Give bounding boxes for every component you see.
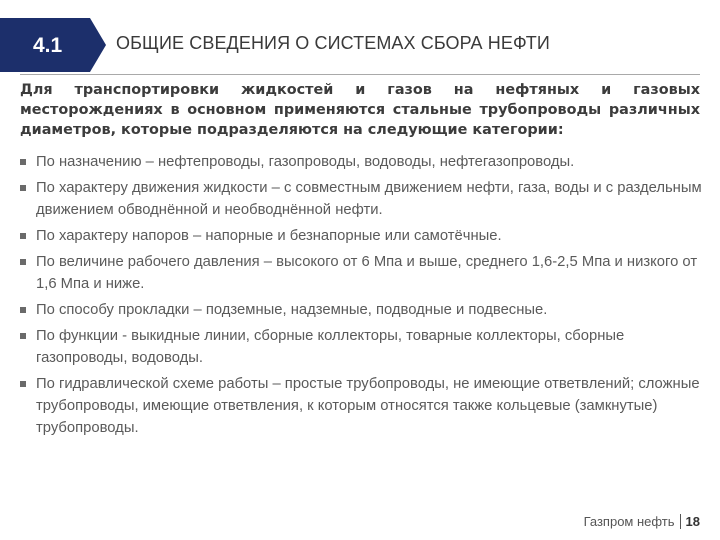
list-item-text: По назначению – нефтепроводы, газопроводы, водоводы, нефтегазопроводы. (36, 154, 575, 170)
category-list (20, 151, 710, 443)
intro-paragraph: Для транспортировки жидкостей и газов на нефтяных и газовых месторождениях в основном применяются стальные трубопроводы различных диаметров, которые подразделяются на следующие категории: (20, 82, 700, 138)
page-title: ОБЩИЕ СВЕДЕНИЯ О СИСТЕМАХ СБОРА НЕФТИ (116, 33, 550, 53)
bullet-square-icon (20, 259, 26, 265)
page-number: 18 (685, 513, 700, 529)
section-tab (0, 18, 108, 72)
list-item (20, 373, 710, 439)
footer-brand: Газпром нефть (583, 513, 675, 529)
list-item-text: По величине рабочего давления – высокого от 6 Мпа и выше, среднего 1,6-2,5 Мпа и низкого от 1,6 Мпа и ниже. (36, 254, 698, 292)
list-item-text: По характеру движения жидкости – с совместным движением нефти, газа, воды и с раздельным движением обводнённой и необводнённой нефти. (36, 180, 702, 218)
list-item (20, 151, 710, 173)
slide-footer (584, 510, 700, 532)
list-item (20, 251, 710, 295)
bullet-square-icon (20, 307, 26, 313)
list-item (20, 299, 710, 321)
slide-header (0, 0, 720, 78)
list-item (20, 325, 710, 369)
list-item-text: По характеру напоров – напорные и безнапорные или самотёчные. (36, 228, 502, 244)
title-divider (20, 74, 700, 75)
section-number: 4.1 (33, 34, 63, 57)
bullet-square-icon (20, 159, 26, 165)
list-item-text: По функции - выкидные линии, сборные коллекторы, товарные коллекторы, сборные газопроводы, водоводы. (36, 328, 625, 366)
list-item (20, 225, 710, 247)
bullet-square-icon (20, 333, 26, 339)
list-item (20, 177, 710, 221)
bullet-square-icon (20, 233, 26, 239)
footer-divider (680, 514, 681, 529)
list-item-text: По способу прокладки – подземные, надземные, подводные и подвесные. (36, 302, 548, 318)
bullet-square-icon (20, 381, 26, 387)
bullet-square-icon (20, 185, 26, 191)
list-item-text: По гидравлической схеме работы – простые трубопроводы, не имеющие ответвлений; сложные трубопроводы, имеющие ответвления, к которым относятся также кольцевые (замкнутые) трубопроводы. (36, 376, 700, 436)
